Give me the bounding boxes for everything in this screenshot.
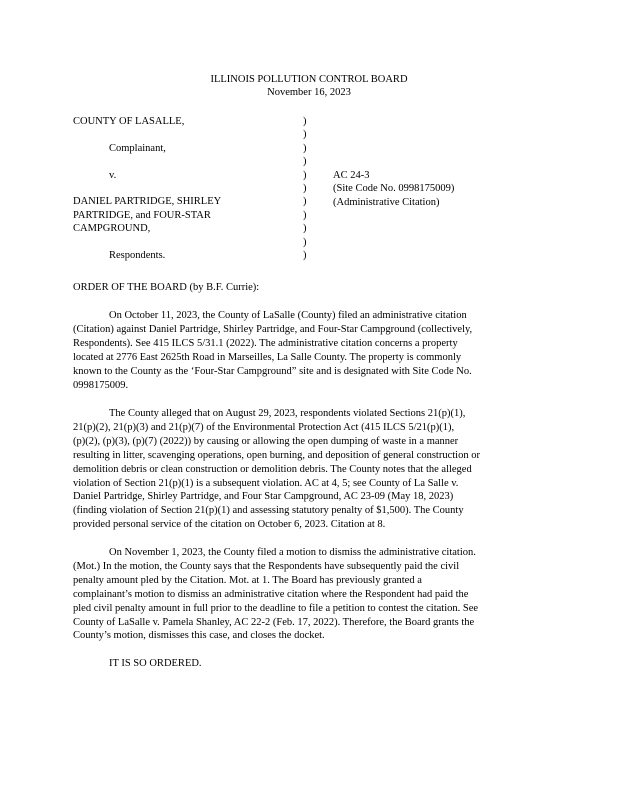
caption-line [73, 236, 298, 249]
text-line: (p)(2), (p)(3), (p)(7) (2022)) by causing or allowing the open dumping of waste in a manner [73, 435, 459, 447]
case-caption [73, 115, 543, 270]
text-line: penalty amount pled by the Citation. Mot. at 1. The Board has previously granted a [73, 574, 422, 586]
caption-parties [73, 115, 298, 262]
text-line: County of LaSalle v. Pamela Shanley, AC 22-2 (Feb. 17, 2022). Therefore, the Board grants the [73, 616, 475, 628]
text-line: (finding violation of Section 21(p)(1) and assessing statutory penalty of $1,500). The County [73, 505, 464, 517]
paragraph-2 [73, 407, 543, 532]
text-line: County’s motion, dismisses this case, and closes the docket. [73, 630, 325, 642]
site-code: (Site Code No. 0998175009) [333, 183, 455, 195]
caption-line: CAMPGROUND, [73, 223, 151, 235]
caption-paren: ) [303, 142, 307, 154]
caption-paren: ) [303, 169, 307, 181]
caption-paren: ) [303, 236, 307, 248]
case-number: AC 24-3 [333, 170, 370, 181]
text-line: 0998175009. [73, 379, 129, 391]
caption-paren: ) [303, 209, 307, 221]
caption-paren: ) [303, 129, 307, 141]
caption-line: Respondents. [109, 249, 166, 261]
caption-line [73, 128, 298, 141]
text-line: (Citation) against Daniel Partridge, Shirley Partridge, and Four-Star Campground (collectively, [73, 323, 473, 335]
caption-paren: ) [303, 182, 307, 194]
order-heading: ORDER OF THE BOARD (by B.F. Currie): [73, 282, 260, 293]
caption-paren: ) [303, 196, 307, 208]
paragraph-1 [73, 309, 543, 392]
caption-line: v. [109, 169, 117, 181]
caption-paren: ) [303, 249, 307, 261]
caption-line: PARTRIDGE, and FOUR-STAR [73, 209, 211, 221]
case-type: (Administrative Citation) [333, 196, 440, 208]
text-line: 21(p)(2), 21(p)(3) and 21(p)(7) of the Environmental Protection Act (415 ILCS 5/21(p)(1), [73, 421, 455, 433]
text-line: Respondents). See 415 ILCS 5/31.1 (2022). The administrative citation concerns a property [73, 337, 458, 349]
caption-paren: ) [303, 223, 307, 235]
order-date: November 16, 2023 [267, 87, 351, 98]
text-line: demolition debris or clean construction or demolition debris. The County notes that the alleged [73, 463, 472, 475]
caption-line [73, 155, 298, 168]
text-line: complainant’s motion to dismiss an administrative citation where the Respondent had paid the [73, 588, 469, 600]
text-line: violation of Section 21(p)(1) is a subsequent violation. AC at 4, 5; see County of La Salle v. [73, 477, 459, 489]
text-line: On October 11, 2023, the County of LaSalle (County) filed an administrative citation [109, 310, 467, 321]
text-line: The County alleged that on August 29, 2023, respondents violated Sections 21(p)(1), [109, 408, 466, 419]
caption-paren: ) [303, 156, 307, 168]
caption-line: Complainant, [109, 142, 166, 154]
text-line: located at 2776 East 2625th Road in Marseilles, La Salle County. The property is commonly [73, 351, 462, 363]
paragraph-3 [73, 546, 543, 643]
caption-line: COUNTY OF LASALLE, [73, 116, 185, 127]
closing-statement: IT IS SO ORDERED. [109, 658, 202, 669]
text-line: resulting in litter, scavenging operations, open burning, and deposition of general construction or [73, 449, 480, 461]
text-line: (Mot.) In the motion, the County says that the Respondents have subsequently paid the civil [73, 560, 460, 572]
caption-line: DANIEL PARTRIDGE, SHIRLEY [73, 196, 222, 208]
caption-parentheses [303, 115, 313, 262]
text-line: Daniel Partridge, Shirley Partridge, and Four Star Campground, AC 23-09 (May 18, 2023) [73, 491, 454, 503]
text-line: known to the County as the ‘Four-Star Campground” site and is designated with Site Code No. [73, 365, 472, 377]
board-title: ILLINOIS POLLUTION CONTROL BOARD [210, 74, 408, 85]
text-line: pled civil penalty amount in full prior to the deadline to file a petition to contest the citation. See [73, 602, 479, 614]
caption-line [73, 182, 298, 195]
caption-case-info [333, 169, 533, 209]
caption-paren: ) [303, 116, 307, 127]
text-line: On November 1, 2023, the County filed a motion to dismiss the administrative citation. [109, 547, 476, 558]
text-line: provided personal service of the citation on October 6, 2023. Citation at 8. [73, 519, 386, 531]
